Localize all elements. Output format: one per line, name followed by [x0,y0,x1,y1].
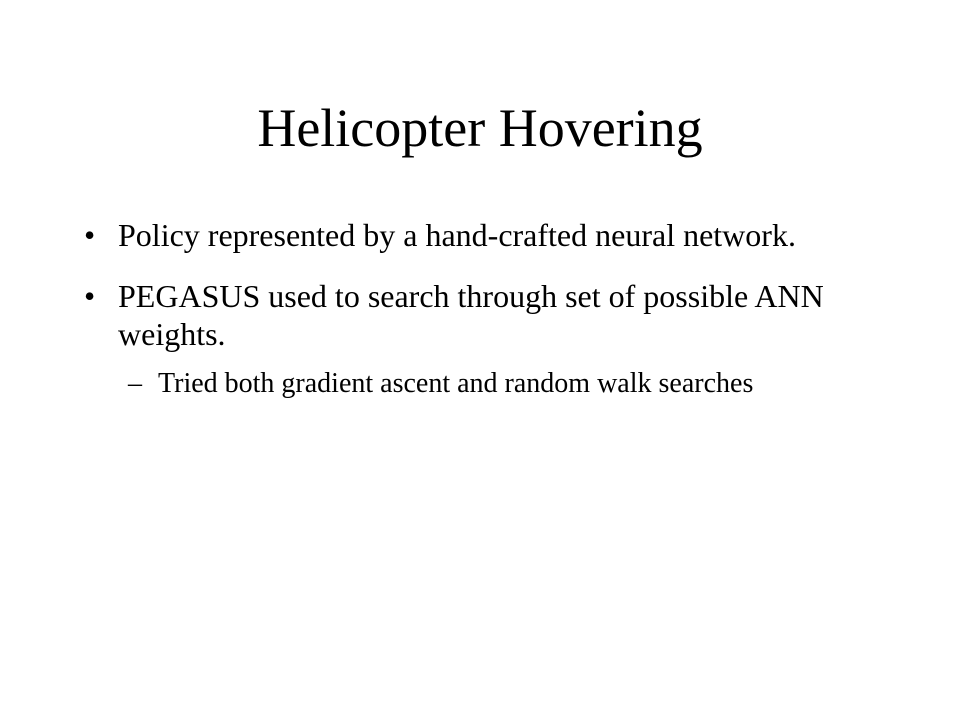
bullet-text: PEGASUS used to search through set of possible ANN weights. [118,278,824,352]
bullet-marker: • [84,278,96,314]
sub-bullet-marker: – [128,368,142,399]
bullet-list [82,216,902,402]
sub-bullet-item [82,365,902,402]
sub-bullet-text: Tried both gradient ascent and random walk searches [158,368,754,399]
bullet-item [82,216,902,254]
bullet-item [82,277,902,353]
sub-bullet-group [82,365,902,402]
bullet-marker: • [84,217,96,253]
slide-title: Helicopter Hovering [257,98,703,158]
bullet-text: Policy represented by a hand-crafted neural network. [118,217,796,253]
sub-bullet-list [82,365,902,402]
